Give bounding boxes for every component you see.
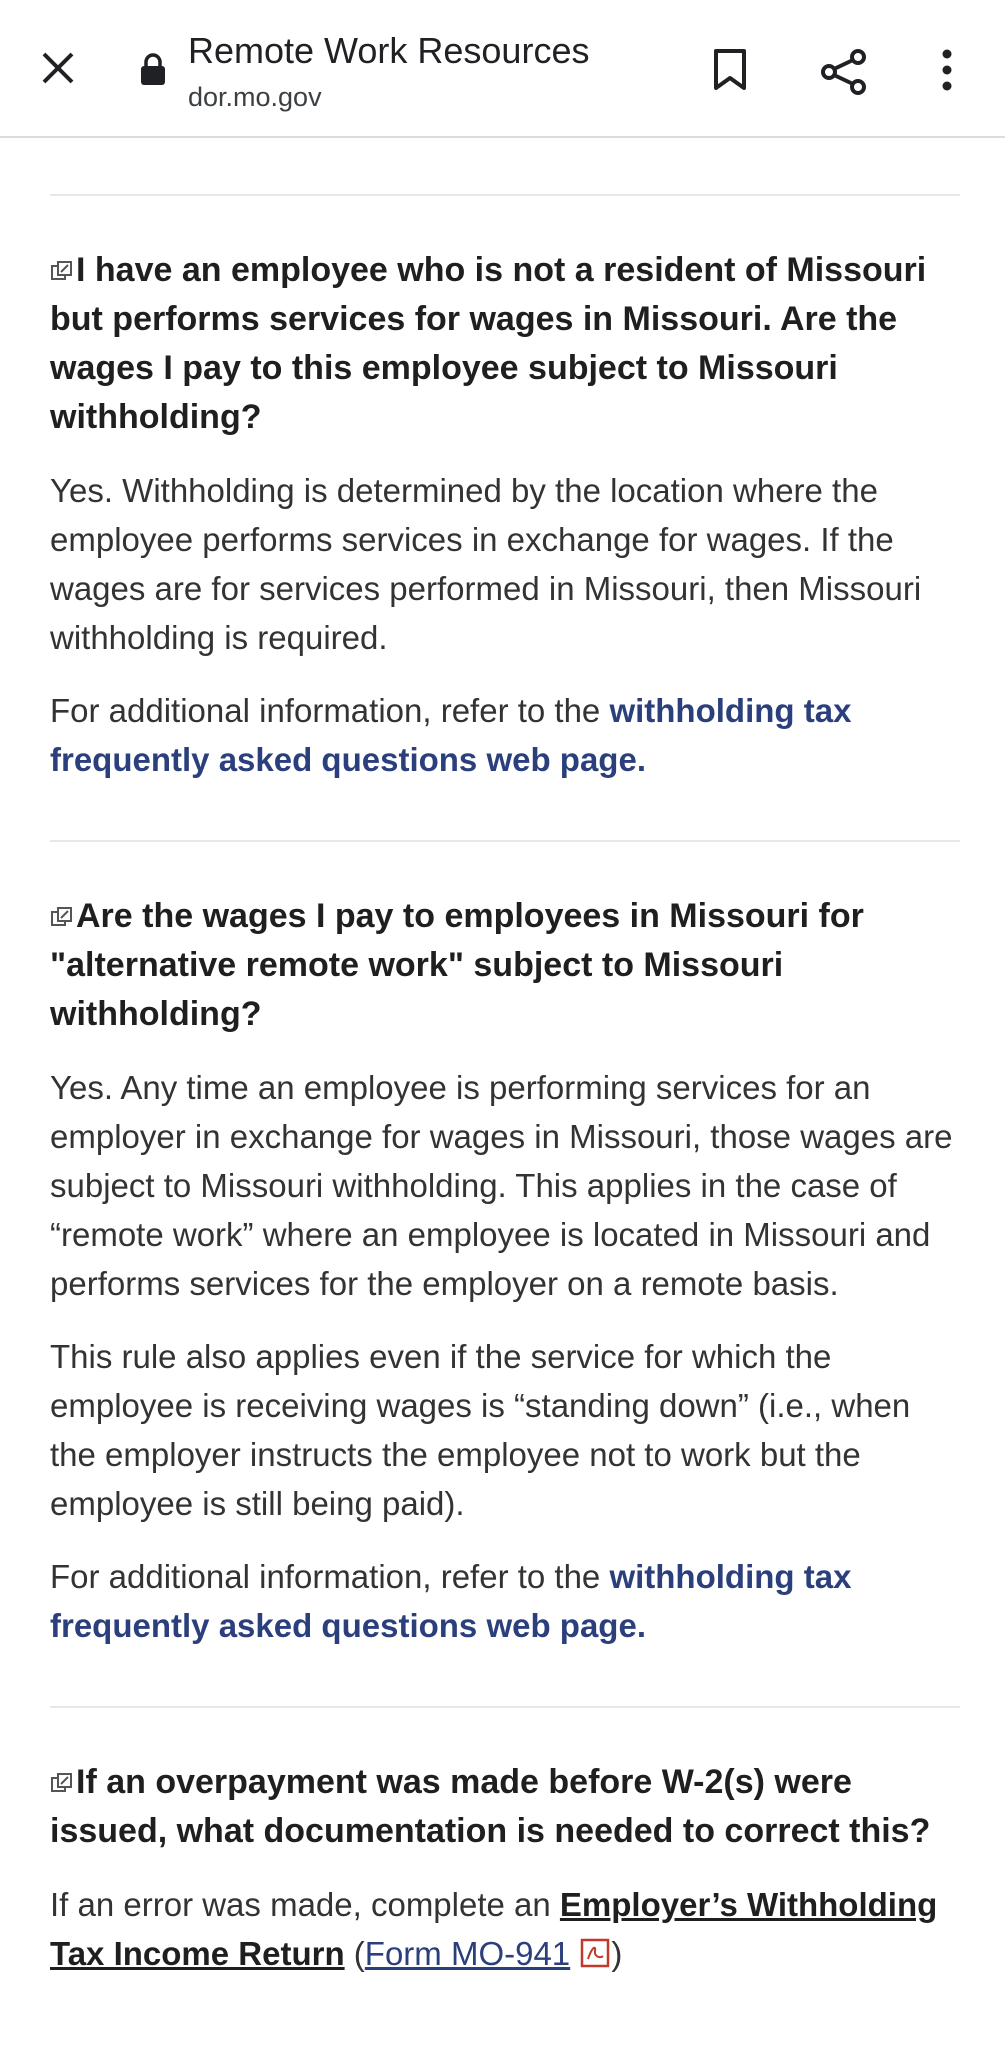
page-title[interactable]: Remote Work Resources [188, 30, 590, 71]
divider [50, 840, 960, 842]
share-icon[interactable] [820, 48, 868, 96]
expand-icon[interactable] [50, 259, 74, 283]
faq-answer: Yes. Withholding is determined by the location where the employee performs services in exchange for wages. If the wages are for services performed in Missouri, then Missouri withholding is required. [50, 472, 922, 656]
faq-question[interactable] [50, 246, 960, 442]
divider [50, 194, 960, 196]
lock-icon [138, 52, 168, 86]
faq-question[interactable] [50, 1758, 960, 1856]
paren-open: ( [344, 1935, 365, 1972]
question-text: I have an employee who is not a resident of Missouri but performs services for wages in Missouri. Are the wages I pay to this employee subject to Missouri withholding? [50, 251, 927, 436]
divider [50, 1706, 960, 1708]
bookmark-icon[interactable] [712, 48, 748, 92]
paren-close: ) [611, 1935, 623, 1972]
custom-tab-toolbar [0, 0, 1005, 138]
faq-answer: Yes. Any time an employee is performing services for an employer in exchange for wages in Missouri, those wages are subject to Missouri withholding. This applies in the case of “remote work” where an employee is located in Missouri and performs services for the employer on a remote basis. [50, 1069, 953, 1302]
expand-icon[interactable] [50, 1771, 74, 1795]
more-vert-icon[interactable] [935, 48, 959, 92]
faq-question[interactable] [50, 892, 960, 1039]
faq-more-info [50, 686, 960, 784]
form-name[interactable]: Employer’s Withholding Tax Income Return [50, 1886, 938, 1972]
question-text: If an overpayment was made before W-2(s) were issued, what documentation is needed to correct this? [50, 1763, 931, 1850]
close-icon[interactable] [38, 48, 78, 88]
faq-item [50, 892, 960, 1650]
more-info-text: For additional information, refer to the [50, 1558, 610, 1595]
pdf-icon[interactable] [579, 1937, 611, 1969]
faq-item [50, 246, 960, 784]
more-info-text: For additional information, refer to the [50, 692, 610, 729]
form-link[interactable]: Form MO-941 [364, 1935, 571, 1972]
faq-link[interactable]: withholding tax frequently asked questions web page. [50, 1558, 852, 1644]
faq-more-info [50, 1552, 960, 1650]
question-text: Are the wages I pay to employees in Missouri for "alternative remote work" subject to Missouri withholding? [50, 897, 864, 1033]
faq-item [50, 1758, 960, 1978]
page-url[interactable]: dor.mo.gov [188, 82, 322, 112]
faq-answer: This rule also applies even if the service for which the employee is receiving wages is “standing down” (i.e., when the employer instructs the employee not to work but the employee is still being paid). [50, 1338, 911, 1522]
faq-answer [50, 1880, 960, 1978]
faq-list [50, 138, 960, 1978]
answer-text: If an error was made, complete an [50, 1886, 560, 1923]
faq-link[interactable]: withholding tax frequently asked questions web page. [50, 692, 852, 778]
expand-icon[interactable] [50, 905, 74, 929]
